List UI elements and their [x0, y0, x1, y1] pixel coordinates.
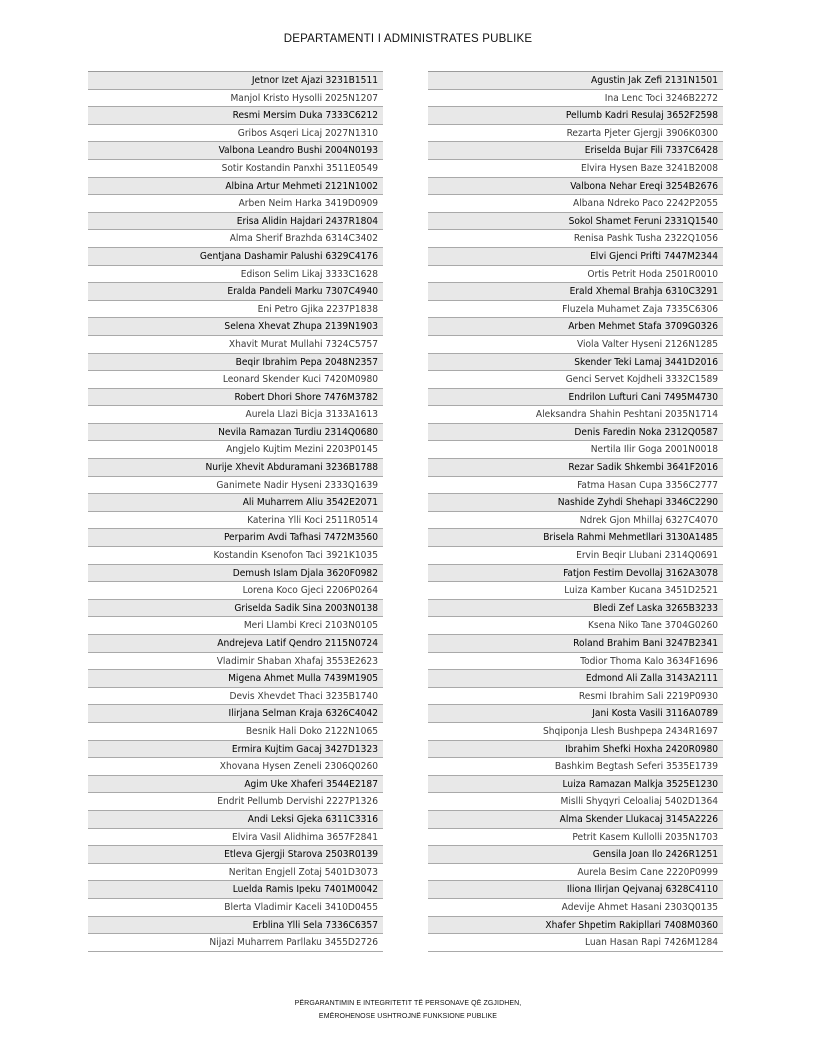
- list-item: Devis Xhevdet Thaci 3235B1740: [88, 688, 383, 706]
- list-item: Luan Hasan Rapi 7426M1284: [428, 934, 723, 952]
- list-item: Ganimete Nadir Hyseni 2333Q1639: [88, 477, 383, 495]
- list-item: Todior Thoma Kalo 3634F1696: [428, 653, 723, 671]
- list-item: Rezarta Pjeter Gjergji 3906K0300: [428, 125, 723, 143]
- list-item: Iliona Ilirjan Qejvanaj 6328C4110: [428, 881, 723, 899]
- list-item: Endrilon Lufturi Cani 7495M4730: [428, 389, 723, 407]
- list-item: Manjol Kristo Hysolli 2025N1207: [88, 90, 383, 108]
- list-item: Elvi Gjenci Prifti 7447M2344: [428, 248, 723, 266]
- list-item: Nevila Ramazan Turdiu 2314Q0680: [88, 424, 383, 442]
- list-item: Ervin Beqir Llubani 2314Q0691: [428, 547, 723, 565]
- list-item: Elvira Vasil Alidhima 3657F2841: [88, 829, 383, 847]
- list-item: Ali Muharrem Aliu 3542E2071: [88, 494, 383, 512]
- list-item: Arben Neim Harka 3419D0909: [88, 195, 383, 213]
- list-item: Sokol Shamet Feruni 2331Q1540: [428, 213, 723, 231]
- list-item: Vladimir Shaban Xhafaj 3553E2623: [88, 653, 383, 671]
- list-item: Eriselda Bujar Fili 7337C6428: [428, 142, 723, 160]
- list-item: Aurela Llazi Bicja 3133A1613: [88, 406, 383, 424]
- list-item: Albina Artur Mehmeti 2121N1002: [88, 178, 383, 196]
- left-name-list: [88, 71, 383, 952]
- list-item: Andi Leksi Gjeka 6311C3316: [88, 811, 383, 829]
- list-item: Skender Teki Lamaj 3441D2016: [428, 354, 723, 372]
- list-item: Erisa Alidin Hajdari 2437R1804: [88, 213, 383, 231]
- list-item: Luiza Ramazan Malkja 3525E1230: [428, 776, 723, 794]
- list-item: Bashkim Begtash Seferi 3535E1739: [428, 758, 723, 776]
- list-item: Resmi Mersim Duka 7333C6212: [88, 107, 383, 125]
- list-item: Edison Selim Likaj 3333C1628: [88, 266, 383, 284]
- list-item: Resmi Ibrahim Sali 2219P0930: [428, 688, 723, 706]
- footer-line-2: EMËROHENOSE USHTROJNË FUNKSIONE PUBLIKE: [318, 1012, 498, 1020]
- list-item: Bledi Zef Laska 3265B3233: [428, 600, 723, 618]
- list-item: Fatjon Festim Devollaj 3162A3078: [428, 565, 723, 583]
- list-item: Xhafer Shpetim Rakipllari 7408M0360: [428, 917, 723, 935]
- list-item: Gensila Joan Ilo 2426R1251: [428, 846, 723, 864]
- list-item: Eni Petro Gjika 2237P1838: [88, 301, 383, 319]
- list-item: Angjelo Kujtim Mezini 2203P0145: [88, 441, 383, 459]
- list-item: Ortis Petrit Hoda 2501R0010: [428, 266, 723, 284]
- list-item: Fatma Hasan Cupa 3356C2777: [428, 477, 723, 495]
- list-item: Nurije Xhevit Abduramani 3236B1788: [88, 459, 383, 477]
- list-item: Arben Mehmet Stafa 3709G0326: [428, 318, 723, 336]
- list-item: Migena Ahmet Mulla 7439M1905: [88, 670, 383, 688]
- list-item: Ndrek Gjon Mhillaj 6327C4070: [428, 512, 723, 530]
- list-item: Roland Brahim Bani 3247B2341: [428, 635, 723, 653]
- list-item: Ina Lenc Toci 3246B2272: [428, 90, 723, 108]
- list-item: Denis Faredin Noka 2312Q0587: [428, 424, 723, 442]
- list-item: Adevije Ahmet Hasani 2303Q0135: [428, 899, 723, 917]
- list-item: Ibrahim Shefki Hoxha 2420R0980: [428, 741, 723, 759]
- list-item: Brisela Rahmi Mehmetllari 3130A1485: [428, 529, 723, 547]
- list-item: Andrejeva Latif Qendro 2115N0724: [88, 635, 383, 653]
- list-item: Leonard Skender Kuci 7420M0980: [88, 371, 383, 389]
- list-item: Endrit Pellumb Dervishi 2227P1326: [88, 793, 383, 811]
- list-item: Katerina Ylli Koci 2511R0514: [88, 512, 383, 530]
- list-item: Blerta Vladimir Kaceli 3410D0455: [88, 899, 383, 917]
- list-item: Ksena Niko Tane 3704G0260: [428, 617, 723, 635]
- page-title: DEPARTAMENTI I ADMINISTRATES PUBLIKE: [283, 33, 533, 45]
- list-item: Petrit Kasem Kullolli 2035N1703: [428, 829, 723, 847]
- list-item: Luiza Kamber Kucana 3451D2521: [428, 582, 723, 600]
- list-item: Agim Uke Xhaferi 3544E2187: [88, 776, 383, 794]
- list-item: Elvira Hysen Baze 3241B2008: [428, 160, 723, 178]
- list-item: Neritan Engjell Zotaj 5401D3073: [88, 864, 383, 882]
- list-item: Renisa Pashk Tusha 2322Q1056: [428, 230, 723, 248]
- list-item: Besnik Hali Doko 2122N1065: [88, 723, 383, 741]
- list-item: Kostandin Ksenofon Taci 3921K1035: [88, 547, 383, 565]
- list-item: Gribos Asqeri Licaj 2027N1310: [88, 125, 383, 143]
- right-name-list: [428, 71, 723, 952]
- list-item: Alma Sherif Brazhda 6314C3402: [88, 230, 383, 248]
- list-item: Robert Dhori Shore 7476M3782: [88, 389, 383, 407]
- footer-line-1: PËRGARANTIMIN E INTEGRITETIT TË PERSONAVE QË ZGJIDHEN,: [294, 1000, 522, 1007]
- list-item: Gentjana Dashamir Palushi 6329C4176: [88, 248, 383, 266]
- list-item: Jetnor Izet Ajazi 3231B1511: [88, 72, 383, 90]
- list-item: Lorena Koco Gjeci 2206P0264: [88, 582, 383, 600]
- list-item: Pellumb Kadri Resulaj 3652F2598: [428, 107, 723, 125]
- list-item: Ermira Kujtim Gacaj 3427D1323: [88, 741, 383, 759]
- list-item: Mislli Shyqyri Celoaliaj 5402D1364: [428, 793, 723, 811]
- list-item: Valbona Leandro Bushi 2004N0193: [88, 142, 383, 160]
- list-item: Meri Llambi Kreci 2103N0105: [88, 617, 383, 635]
- list-item: Erald Xhemal Brahja 6310C3291: [428, 283, 723, 301]
- list-item: Agustin Jak Zefi 2131N1501: [428, 72, 723, 90]
- list-item: Alma Skender Llukacaj 3145A2226: [428, 811, 723, 829]
- list-item: Albana Ndreko Paco 2242P2055: [428, 195, 723, 213]
- list-item: Edmond Ali Zalla 3143A2111: [428, 670, 723, 688]
- list-item: Viola Valter Hyseni 2126N1285: [428, 336, 723, 354]
- list-item: Genci Servet Kojdheli 3332C1589: [428, 371, 723, 389]
- list-item: Etleva Gjergji Starova 2503R0139: [88, 846, 383, 864]
- list-item: Ilirjana Selman Kraja 6326C4042: [88, 705, 383, 723]
- list-item: Rezar Sadik Shkembi 3641F2016: [428, 459, 723, 477]
- list-item: Xhovana Hysen Zeneli 2306Q0260: [88, 758, 383, 776]
- list-item: Demush Islam Djala 3620F0982: [88, 565, 383, 583]
- page-footer: [0, 998, 816, 1023]
- list-item: Valbona Nehar Ereqi 3254B2676: [428, 178, 723, 196]
- list-item: Shqiponja Llesh Bushpepa 2434R1697: [428, 723, 723, 741]
- list-item: Aurela Besim Cane 2220P0999: [428, 864, 723, 882]
- list-item: Xhavit Murat Mullahi 7324C5757: [88, 336, 383, 354]
- list-item: Fluzela Muhamet Zaja 7335C6306: [428, 301, 723, 319]
- list-item: Nashide Zyhdi Shehapi 3346C2290: [428, 494, 723, 512]
- list-item: Jani Kosta Vasili 3116A0789: [428, 705, 723, 723]
- list-item: Beqir Ibrahim Pepa 2048N2357: [88, 354, 383, 372]
- list-item: Eralda Pandeli Marku 7307C4940: [88, 283, 383, 301]
- list-item: Sotir Kostandin Panxhi 3511E0549: [88, 160, 383, 178]
- list-item: Luelda Ramis Ipeku 7401M0042: [88, 881, 383, 899]
- list-item: Nertila Ilir Goga 2001N0018: [428, 441, 723, 459]
- list-item: Perparim Avdi Tafhasi 7472M3560: [88, 529, 383, 547]
- list-item: Selena Xhevat Zhupa 2139N1903: [88, 318, 383, 336]
- list-item: Griselda Sadik Sina 2003N0138: [88, 600, 383, 618]
- list-item: Aleksandra Shahin Peshtani 2035N1714: [428, 406, 723, 424]
- list-item: Nijazi Muharrem Parllaku 3455D2726: [88, 934, 383, 952]
- list-item: Erblina Ylli Sela 7336C6357: [88, 917, 383, 935]
